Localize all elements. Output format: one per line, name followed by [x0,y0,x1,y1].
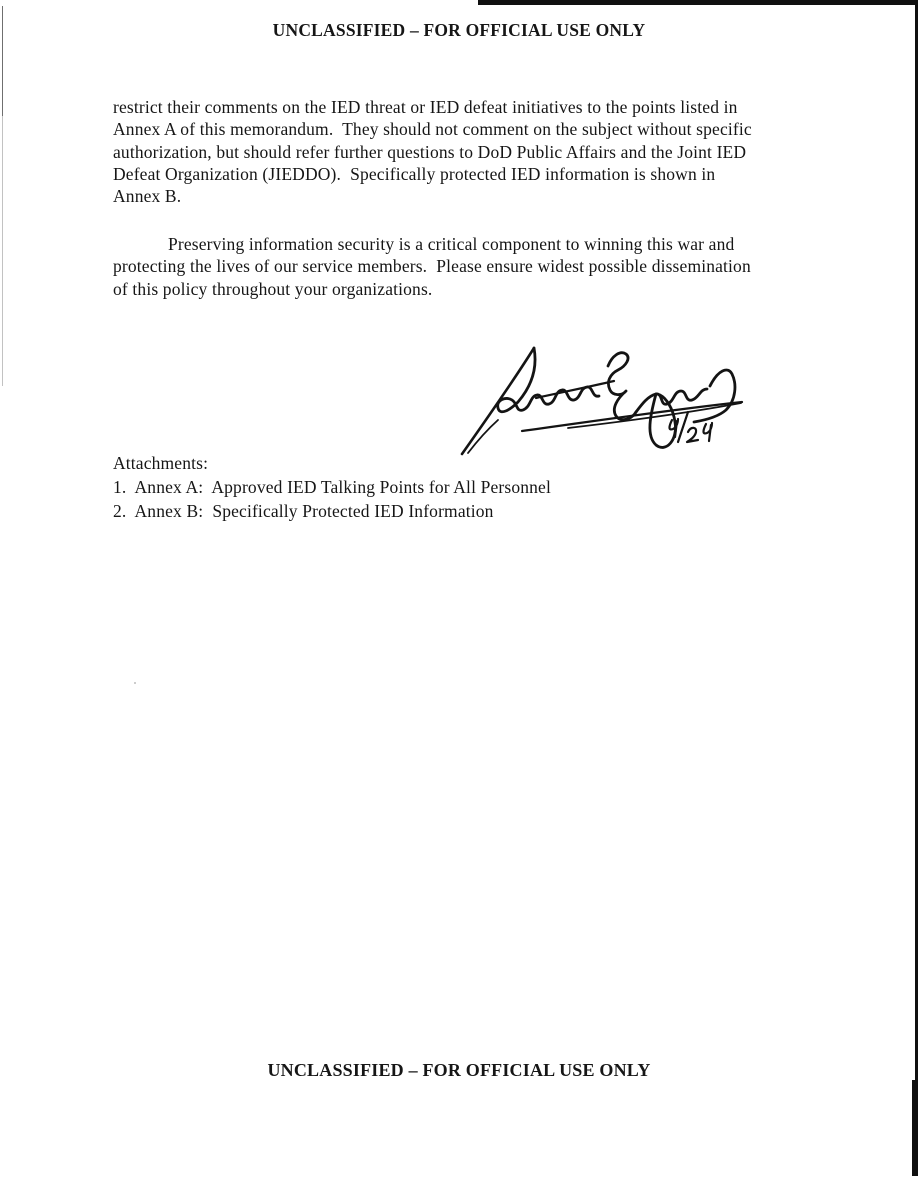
text-line: protecting the lives of our service members. Please ensure widest possible dissemination [113,256,751,277]
paragraph-2 [113,233,825,300]
text-line: Annex B. [113,186,182,207]
text-line: Annex A of this memorandum. They should not comment on the subject without specific [113,119,752,140]
paragraph-1 [113,96,825,207]
text-line: Defeat Organization (JIEDDO). Specifically protected IED information is shown in [113,163,716,184]
attachments-label: Attachments: [113,453,209,473]
attachment-item: 1. Annex A: Approved IED Talking Points for All Personnel [113,476,551,497]
text-line: restrict their comments on the IED threat or IED defeat initiatives to the points listed in [113,97,738,117]
signature-date [670,412,713,442]
attachments-section [113,452,825,523]
text-line: authorization, but should refer further questions to DoD Public Affairs and the Joint IED [113,141,747,162]
scan-artifact-right-line-thick [912,1080,918,1176]
scan-artifact-left-line-faint [2,116,3,386]
text-line: Preserving information security is a critical component to winning this war and [168,234,735,254]
handwritten-signature-icon [448,336,770,456]
scan-artifact-top-bar [478,0,918,5]
attachment-item: 2. Annex B: Specifically Protected IED Information [113,500,494,521]
text-line: of this policy throughout your organizations. [113,278,433,299]
classification-banner-bottom: UNCLASSIFIED – FOR OFFICIAL USE ONLY [267,1060,651,1080]
signature-block [448,336,770,456]
classification-banner-top: UNCLASSIFIED – FOR OFFICIAL USE ONLY [272,20,646,40]
scan-artifact-speck [134,682,136,684]
